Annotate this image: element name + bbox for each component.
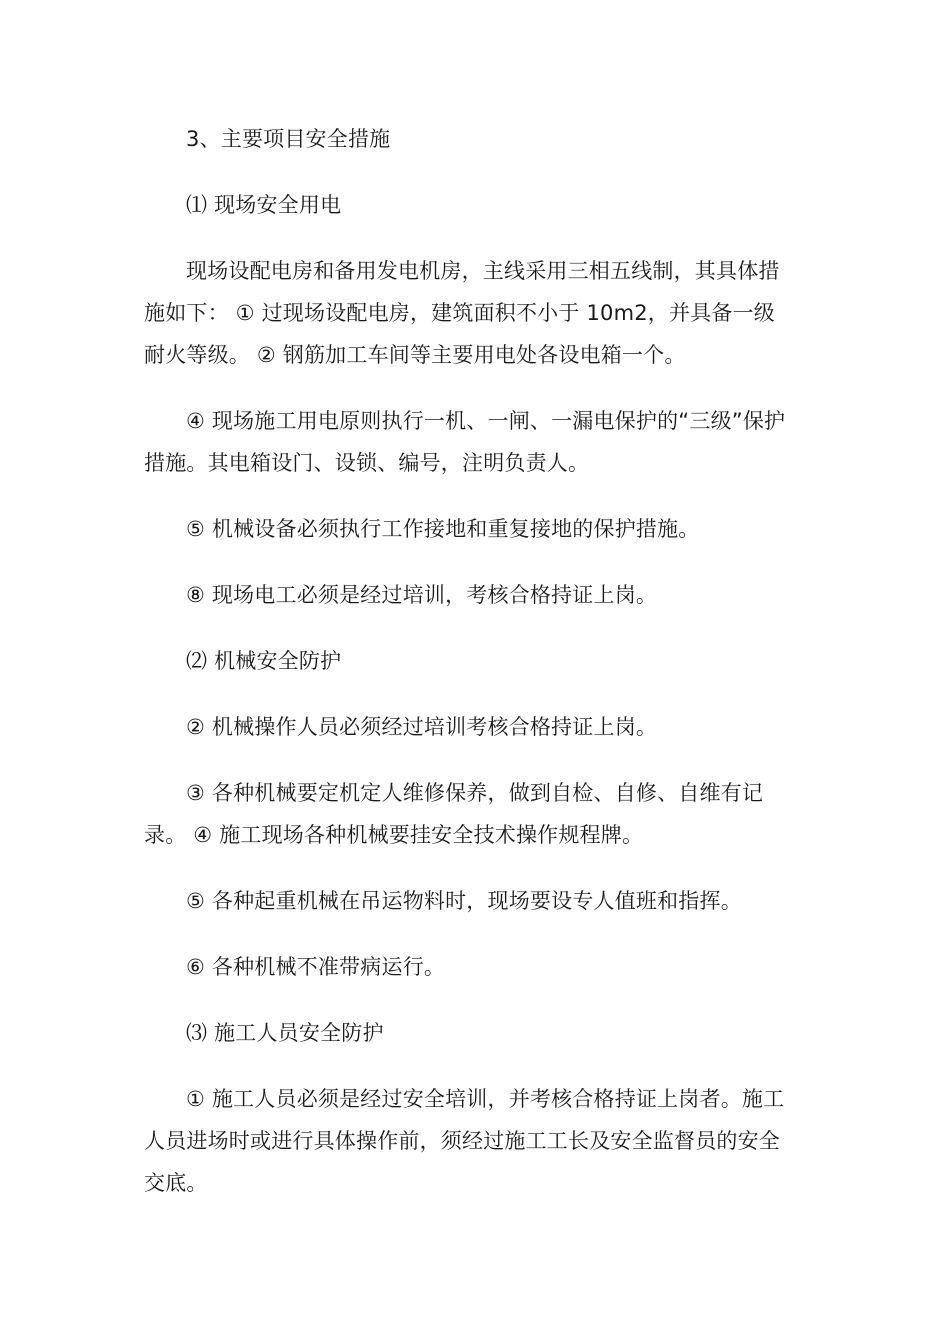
subsection-heading: ⑴ 现场安全用电 bbox=[186, 193, 342, 217]
body-paragraph: ⑥ 各种机械不准带病运行。 bbox=[186, 955, 446, 979]
subsection-heading: ⑶ 施工人员安全防护 bbox=[186, 1021, 384, 1045]
body-paragraph: ④ 现场施工用电原则执行一机、一闸、一漏电保护的“三级”保护措施。其电箱设门、设锁、编号，注明负责人。 bbox=[144, 409, 786, 475]
subsection-heading: ⑵ 机械安全防护 bbox=[186, 649, 342, 673]
body-paragraph: ⑧ 现场电工必须是经过培训，考核合格持证上岗。 bbox=[186, 583, 658, 607]
body-paragraph: ⑤ 机械设备必须执行工作接地和重复接地的保护措施。 bbox=[186, 517, 700, 541]
body-paragraph: ① 施工人员必须是经过安全培训，并考核合格持证上岗者。施工人员进场时或进行具体操作前，须经过施工工长及安全监督员的安全交底。 bbox=[144, 1087, 785, 1195]
body-paragraph: ③ 各种机械要定机定人维修保养，做到自检、自修、自维有记录。 ④ 施工现场各种机械要挂安全技术操作规程牌。 bbox=[144, 781, 764, 847]
document-body bbox=[144, 118, 794, 1204]
body-paragraph: 现场设配电房和备用发电机房，主线采用三相五线制，其具体措施如下： ① 过现场设配电房，建筑面积不小于 10m2，并具备一级耐火等级。 ② 钢筋加工车间等主要用电处各设电箱一个。 bbox=[144, 259, 780, 367]
section-heading: 3、主要项目安全措施 bbox=[186, 127, 391, 151]
body-paragraph: ② 机械操作人员必须经过培训考核合格持证上岗。 bbox=[186, 715, 658, 739]
body-paragraph: ⑤ 各种起重机械在吊运物料时，现场要设专人值班和指挥。 bbox=[186, 889, 742, 913]
